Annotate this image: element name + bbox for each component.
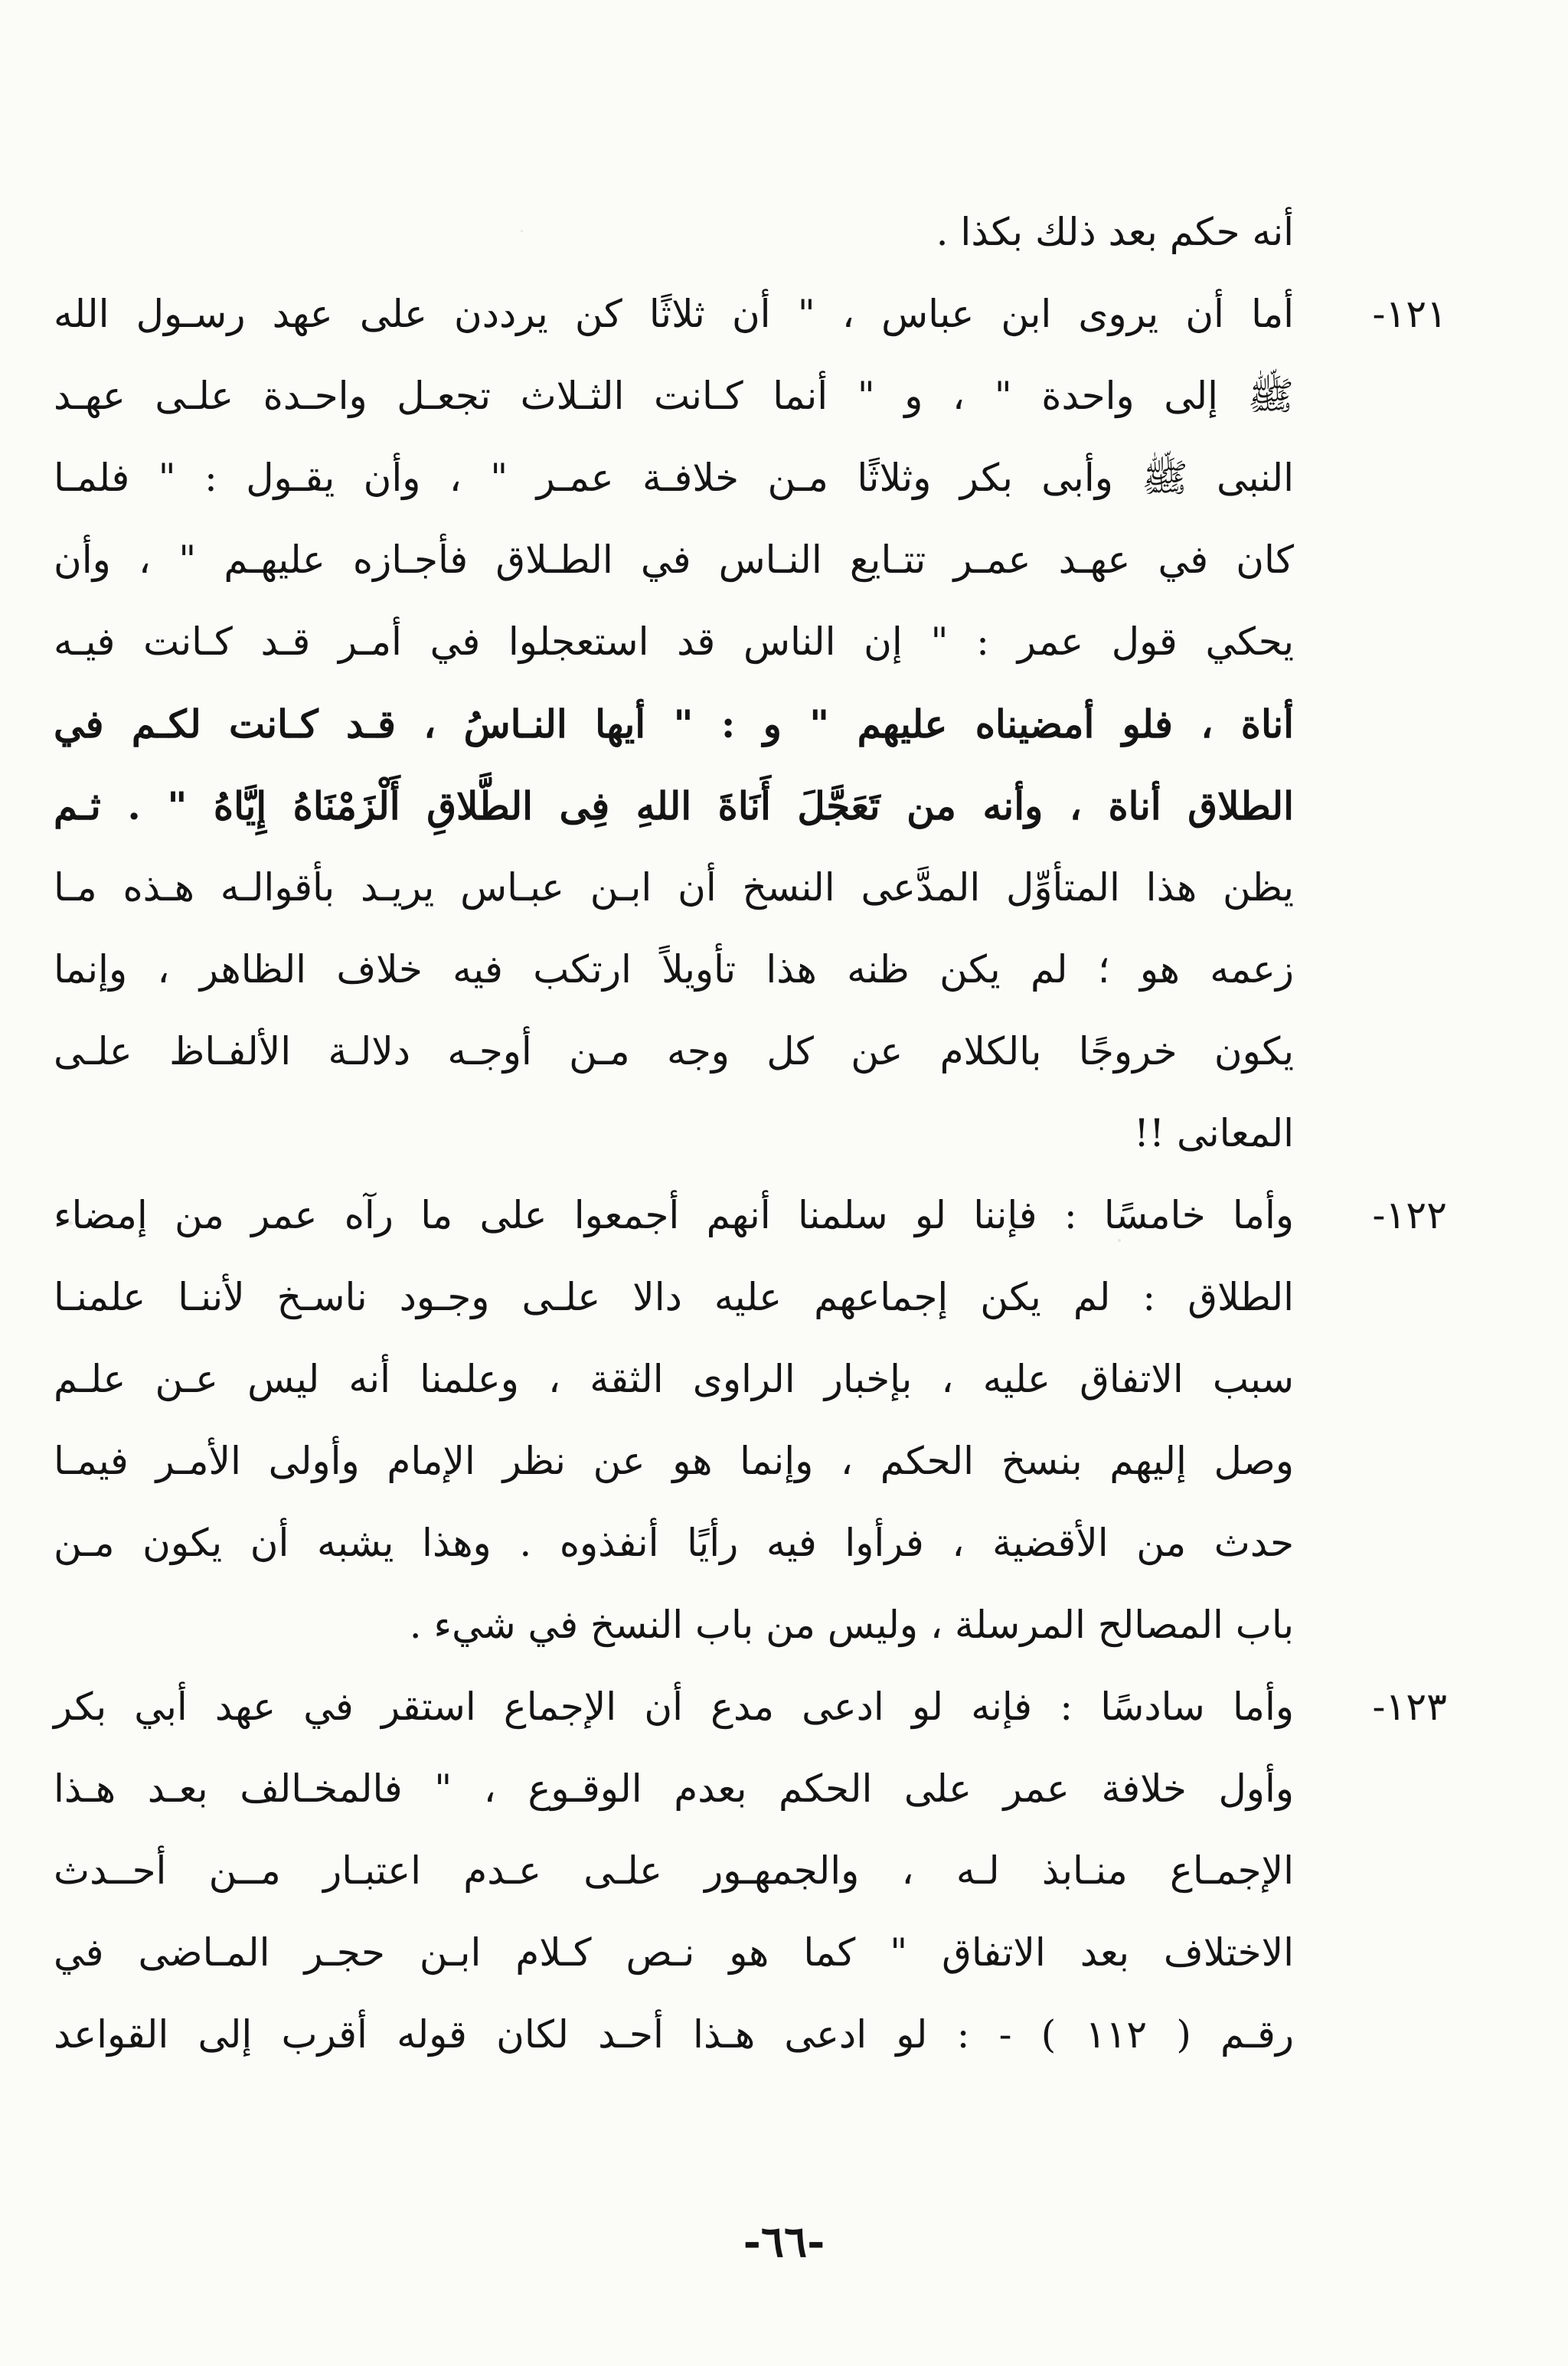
text-line <box>54 191 1294 273</box>
text-line <box>54 1748 1294 1830</box>
text-line-content: أنه حكم بعد ذلك بكذا . <box>936 210 1294 254</box>
text-line <box>54 929 1294 1011</box>
text-line-content: المعانى !! <box>1133 1111 1294 1155</box>
text-line-content: وأما سادسًا : فإنه لو ادعى مدع أن الإجماع استقر في عهد أبي بكر <box>54 1685 1294 1729</box>
text-line <box>54 1175 1447 1257</box>
text-line <box>54 1338 1294 1420</box>
text-line <box>54 273 1447 355</box>
text-line-content: النبى ﷺ وأبى بكر وثلاثًا مـن خلافـة عمـر " ، وأن يقـول : " فلمـا <box>54 456 1294 500</box>
text-line <box>54 765 1294 847</box>
text-line-content: وصل إليهم بنسخ الحكم ، وإنما هو عن نظر الإمام وأولى الأمـر فيمـا <box>54 1439 1295 1483</box>
text-line-content: أناة ، فلو أمضيناه عليهم " و : " أيها النـاسُ ، قـد كـانت لكـم في <box>54 701 1294 747</box>
paragraph-number: ١٢٢- <box>1372 1193 1447 1237</box>
text-line <box>54 1830 1294 1912</box>
text-line-content: الإجمـاع منـابذ لـه ، والجمهـور علـى عـدم اعتبـار مــن أحــدث <box>54 1848 1294 1893</box>
text-line <box>54 1912 1294 1994</box>
text-line <box>54 1011 1294 1093</box>
text-line-content: وأما خامسًا : فإننا لو سلمنا أنهم أجمعوا على ما رآه عمر من إمضاء <box>54 1193 1294 1237</box>
text-line-content: كان في عهـد عمـر تتـايع النـاس في الطـلاق فأجـازه عليهـم " ، وأن <box>54 538 1294 582</box>
page-body-text <box>54 191 1447 2076</box>
scan-speck <box>521 230 523 232</box>
paragraph-number: ١٢٣- <box>1372 1685 1447 1729</box>
text-line-content: حدث من الأقضية ، فرأوا فيه رأيًا أنفذوه . وهذا يشبه أن يكون مـن <box>54 1521 1294 1565</box>
scan-speck <box>69 1221 73 1225</box>
text-line <box>54 601 1294 683</box>
text-line-content: الطلاق أناة ، وأنه من تَعَجَّلَ أَنَاةَ اللهِ فِى الطَّلاقِ أَلْزَمْنَاهُ إِيَّاهُ " . ثـم <box>54 783 1294 828</box>
paragraph-number: ١٢١- <box>1372 292 1447 336</box>
text-line-content: يظن هذا المتأوِّل المدَّعى النسخ أن ابـن عبـاس يريـد بأقوالـه هـذه مـا <box>54 865 1294 910</box>
text-line-content: يحكي قول عمر : " إن الناس قد استعجلوا في أمـر قـد كـانت فيـه <box>54 619 1294 664</box>
scan-speck <box>1118 1239 1121 1242</box>
text-line <box>54 1994 1294 2076</box>
text-line <box>54 683 1294 765</box>
text-line-content: الطلاق : لم يكن إجماعهم عليه دالا علـى وجـود ناسـخ لأننـا علمنـا <box>54 1275 1294 1319</box>
text-line-content: وأول خلافة عمر على الحكم بعدم الوقـوع ، " فالمخـالف بعـد هـذا <box>54 1766 1294 1811</box>
text-line <box>54 1420 1294 1502</box>
text-line-content: أما أن يروى ابن عباس ، " أن ثلاثًا كن يرددن على عهد رسـول الله <box>54 292 1294 336</box>
page-number: -٦٦- <box>743 2217 825 2267</box>
text-line <box>54 519 1294 601</box>
text-line <box>54 437 1294 519</box>
text-line <box>54 355 1294 437</box>
text-line <box>54 1502 1294 1584</box>
text-line-content: زعمه هو ؛ لم يكن ظنه هذا تأويلاً ارتكب فيه خلاف الظاهر ، وإنما <box>54 947 1294 992</box>
text-line <box>54 1666 1447 1748</box>
text-line <box>54 1257 1294 1338</box>
text-line-content: ﷺ إلى واحدة " ، و " أنما كـانت الثـلاث تجعـل واحـدة علـى عهـد <box>54 374 1294 418</box>
text-line-content: الاختلاف بعد الاتفاق " كما هو نـص كـلام ابـن حجـر المـاضى في <box>54 1930 1294 1975</box>
text-line-content: سبب الاتفاق عليه ، بإخبار الراوى الثقة ، وعلمنا أنه ليس عـن علـم <box>54 1357 1294 1401</box>
text-line <box>54 847 1294 929</box>
text-line-content: يكون خروجًا بالكلام عن كل وجه مـن أوجـه دلالـة الألفـاظ علـى <box>54 1029 1294 1074</box>
text-line-content: رقـم ( ١١٢ ) - : لو ادعى هـذا أحـد لكان قوله أقرب إلى القواعد <box>54 2012 1295 2057</box>
text-line-content: باب المصالح المرسلة ، وليس من باب النسخ في شيء . <box>409 1603 1294 1647</box>
text-line <box>54 1584 1294 1666</box>
text-line <box>54 1093 1294 1175</box>
